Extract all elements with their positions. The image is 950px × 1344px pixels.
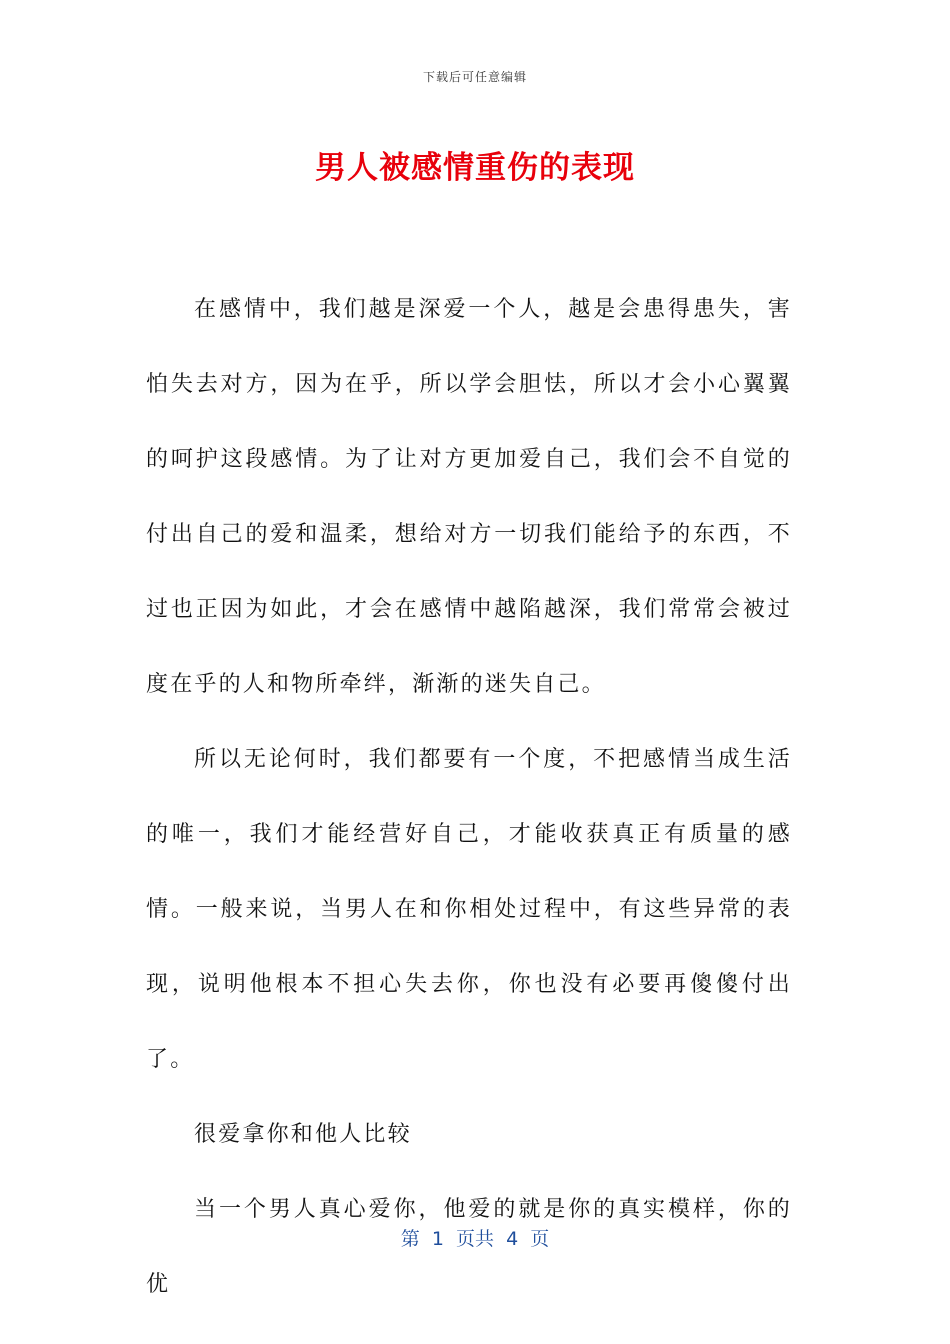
section-heading: 很爱拿你和他人比较 (194, 1122, 412, 1147)
header-note: 下载后可任意编辑 (422, 70, 527, 84)
document-title: 男人被感情重伤的表现 (315, 150, 635, 186)
paragraph-2: 所以无论何时，我们都要有一个度，不把感情当成生活的唯一，我们才能经营好自己，才能收获真正有质量的感情。一般来说，当男人在和你相处过程中，有这些异常的表现，说明他根本不担心失去你，你也没有必要再傻傻付出了。 (146, 747, 792, 1072)
paragraph-1: 在感情中，我们越是深爱一个人，越是会患得患失，害怕失去对方，因为在乎，所以学会胆怯，所以才会小心翼翼的呵护这段感情。为了让对方更加爱自己，我们会不自觉的付出自己的爱和温柔，想给对方一切我们能给予的东西，不过也正因为如此，才会在感情中越陷越深，我们常常会被过度在乎的人和物所牵绊，渐渐的迷失自己。 (146, 297, 792, 697)
page-number: 第 1 页共 4 页 (400, 1228, 550, 1250)
paragraph-3: 当一个男人真心爱你，他爱的就是你的真实模样，你的优 (146, 1197, 792, 1297)
document-body (146, 272, 792, 1322)
